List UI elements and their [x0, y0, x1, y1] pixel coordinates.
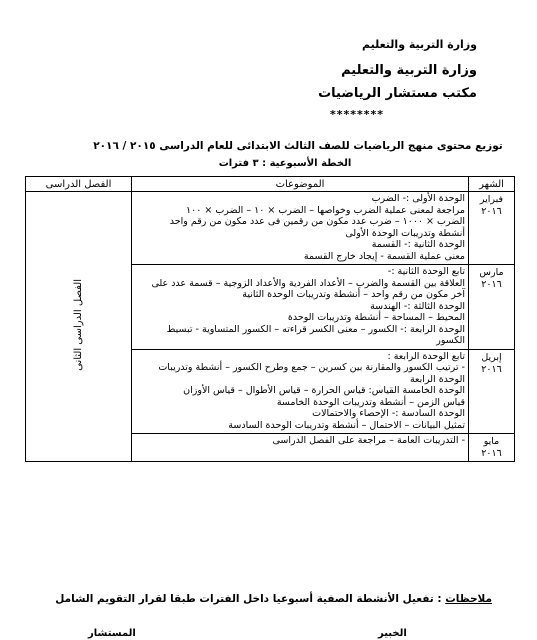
- topics-cell: [132, 192, 469, 265]
- topic-line: تابع الوحدة الثانية :-: [387, 266, 465, 277]
- topic-line: الوحدة الرابعة :- الكسور – معنى الكسر قراءته – الكسور المتساوية - تبسيط الكسور: [166, 323, 465, 346]
- header-semester: الفصل الدراسى: [26, 177, 132, 192]
- header-topics: الموضوعات: [132, 177, 469, 192]
- topic-line: الوحدة الأولى :- الضرب: [371, 193, 465, 204]
- table-header-row: [26, 177, 515, 192]
- notes-text: : تفعيل الأنشطة الصفية أسبوعيا داخل الفترات طبقا لقرار التقويم الشامل: [55, 593, 442, 605]
- table-row-february: [26, 192, 515, 265]
- topics-cell: [132, 349, 469, 434]
- month-year: ٢٠١٦: [481, 279, 502, 290]
- month-year: ٢٠١٦: [481, 363, 502, 375]
- month-name: مارس: [479, 267, 504, 278]
- semester-cell: [26, 192, 132, 462]
- topic-line: تمثيل البيانات – الاحتمال – أنشطة وتدريبات الوحدة السادسة: [228, 419, 465, 431]
- topic-line: معنى عملية القسمة - إيجاد خارج القسمة: [303, 250, 465, 262]
- topic-line: الوحدة الخامسة القياس: قياس الحرارة – قياس الأطوال – قياس الأوزان: [183, 385, 465, 396]
- topic-line: قياس الزمن – أنشطة وتدريبات الوحدة الخامسة: [276, 396, 465, 408]
- month-cell: [469, 192, 515, 265]
- signature-advisor: المستشار: [88, 628, 136, 639]
- topic-line: أنشطة وتدريبات الوحدة الأولى: [345, 227, 465, 239]
- month-name: إبريل: [481, 351, 502, 363]
- topics-cell: [132, 265, 469, 350]
- ministry-header-small: وزارة التربية والتعليم: [362, 38, 477, 51]
- topic-line: المحيط – المساحة – أنشطة وتدريبات الوحدة: [287, 312, 465, 323]
- month-year: ٢٠١٦: [481, 448, 502, 459]
- topic-line: الضرب × ١٠٠٠ – ضرب عدد مكون من رقمين فى عدد مكون من رقم واحد: [169, 216, 465, 227]
- header-month: الشهر: [469, 177, 515, 192]
- office-header: مكتب مستشار الرياضيات: [318, 86, 477, 101]
- signature-expert: الخبير: [378, 628, 407, 639]
- topic-line: تابع الوحدة الرابعة :: [387, 350, 465, 362]
- notes: [55, 593, 492, 605]
- month-cell: [469, 434, 515, 462]
- month-cell: [469, 265, 515, 350]
- topic-line: العلاقة بين القسمة والضرب – الأعداد الفردية والأعداد الزوجية – قسمة عدد على آخر مكون من رقم واحد – أنشطة وتدريبات الوحدة الثانية: [151, 277, 465, 300]
- month-name: مايو: [483, 436, 500, 447]
- document-title: توزيع محتوى منهج الرياضيات للصف الثالث الابتدائى للعام الدراسى ٢٠١٥ / ٢٠١٦: [93, 140, 503, 152]
- document-subtitle: الخطة الأسبوعية : ٣ فترات: [218, 158, 352, 169]
- month-year: ٢٠١٦: [481, 206, 502, 217]
- topic-line: الوحدة الثالثة :- الهندسة: [370, 300, 465, 312]
- topics-cell: [132, 434, 469, 462]
- month-cell: [469, 349, 515, 434]
- topic-line: - التدريبات العامة – مراجعة على الفصل الدراسى: [272, 435, 465, 446]
- ministry-header: وزارة التربية والتعليم: [341, 63, 477, 78]
- topic-line: الوحدة السادسة :- الإحصاء والاحتمالات: [312, 408, 465, 419]
- topic-line: - ترتيب الكسور والمقارنة بين كسرين – جمع وطرح الكسور – أنشطة وتدريبات الوحدة الرابعة: [158, 362, 465, 385]
- month-name: فبراير: [479, 194, 504, 205]
- notes-label: ملاحظات: [445, 593, 492, 605]
- topic-line: الوحدة الثانية :- القسمة: [371, 239, 465, 250]
- curriculum-table: [25, 176, 515, 462]
- topic-line: مراجعة لمعنى عملية الضرب وخواصها – الضرب × ١٠ – الضرب × ١٠٠: [186, 204, 465, 216]
- stars-divider: ********: [330, 108, 385, 121]
- semester-label: الفصل الدراسى الثانى: [73, 278, 84, 371]
